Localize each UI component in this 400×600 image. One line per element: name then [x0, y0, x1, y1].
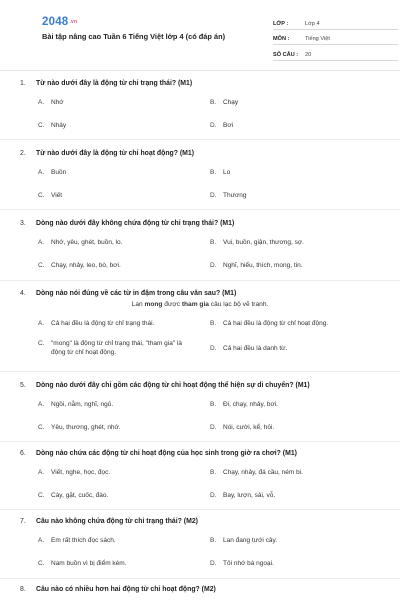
sentence-part: được [162, 301, 182, 308]
bold-word: mong [144, 301, 163, 308]
option-letter: B. [210, 320, 217, 327]
option-text: Ngồi, nằm, nghĩ, ngủ. [51, 401, 114, 408]
meta-label: LỚP : [273, 20, 289, 27]
option-letter: C. [38, 262, 45, 269]
option-letter: B. [210, 239, 217, 246]
question-number: 2. [20, 150, 26, 157]
option-text: Tôi nhớ bà ngoại. [223, 560, 274, 567]
question-divider [0, 371, 400, 372]
option-letter: D. [210, 345, 217, 352]
option-letter: A. [38, 537, 45, 544]
option-b[interactable] [210, 319, 370, 328]
option-letter: B. [210, 469, 217, 476]
question-6 [20, 450, 380, 499]
option-c[interactable] [38, 339, 198, 357]
option-text: "mong" là động từ chỉ trạng thái, "tham gia" là động từ chỉ hoạt động. [51, 340, 183, 356]
question-number: 1. [20, 80, 26, 87]
option-b[interactable] [210, 400, 370, 409]
option-a[interactable] [38, 468, 198, 477]
option-letter: D. [210, 192, 217, 199]
option-letter: C. [38, 192, 45, 199]
question-8 [20, 586, 380, 593]
option-letter: A. [38, 401, 45, 408]
meta-row-grade [273, 14, 398, 30]
option-text: Cả hai đều là động từ chỉ trạng thái. [51, 320, 155, 327]
logo-tld: .vn [69, 19, 78, 25]
question-divider [0, 441, 400, 442]
option-b[interactable] [210, 98, 370, 107]
question-divider [0, 280, 400, 281]
option-text: Yêu, thương, ghét, nhớ. [51, 424, 121, 431]
option-c[interactable] [38, 261, 198, 270]
option-d[interactable] [210, 559, 370, 568]
header-divider [0, 70, 400, 71]
option-text: Viết [51, 192, 63, 199]
question-1 [20, 80, 380, 129]
sentence-part: Lan [131, 301, 145, 308]
option-text: Buồn [51, 169, 67, 176]
option-text: Chạy [223, 99, 239, 106]
option-text: Đi, chạy, nhảy, bơi. [223, 401, 278, 408]
option-text: Em rất thích đọc sách. [51, 537, 116, 544]
meta-label: MÔN : [273, 36, 290, 42]
logo-main: 2048 [42, 16, 69, 28]
worksheet-header [20, 0, 380, 70]
option-letter: B. [210, 401, 217, 408]
option-a[interactable] [38, 98, 198, 107]
option-text: Cả hai đều là danh từ. [223, 345, 288, 352]
option-text: Bay, lượn, sải, vỗ. [223, 492, 276, 499]
option-text: Nói, cười, kể, hỏi. [223, 424, 275, 431]
option-text: Vui, buồn, giận, thương, sợ. [223, 239, 304, 246]
option-text: Thương [223, 192, 247, 199]
question-text: Dòng nào chứa các động từ chỉ hoạt động của học sinh trong giờ ra chơi? (M1) [36, 450, 297, 457]
option-a[interactable] [38, 319, 198, 328]
question-text: Từ nào dưới đây là động từ chỉ hoạt động? (M1) [36, 150, 195, 157]
option-text: Nhớ [51, 99, 64, 106]
option-a[interactable] [38, 238, 198, 247]
option-text: Lo [223, 169, 231, 176]
option-letter: A. [38, 239, 45, 246]
option-b[interactable] [210, 168, 370, 177]
option-c[interactable] [38, 491, 198, 500]
option-letter: A. [38, 469, 45, 476]
option-text: Cày, gặt, cuốc, đào. [51, 492, 109, 499]
option-text: Nhớ, yêu, ghét, buồn, lo. [51, 239, 123, 246]
meta-value: Tiếng Việt [305, 36, 330, 42]
question-text: Câu nào không chứa động từ chỉ trạng thái? (M2) [36, 518, 198, 525]
question-text: Từ nào dưới đây là động từ chỉ trạng thái? (M1) [36, 80, 193, 87]
option-d[interactable] [210, 344, 370, 353]
option-letter: C. [38, 560, 45, 567]
option-d[interactable] [210, 491, 370, 500]
option-text: Lan đang tưới cây. [223, 537, 278, 544]
sentence-part: câu lạc bộ vẽ tranh. [208, 301, 269, 308]
option-letter: B. [210, 169, 217, 176]
option-b[interactable] [210, 468, 370, 477]
option-letter: C. [38, 424, 45, 431]
option-letter: B. [210, 99, 217, 106]
meta-label: SỐ CÂU : [273, 51, 299, 58]
question-2 [20, 150, 380, 199]
meta-value: 20 [305, 51, 312, 58]
question-number: 8. [20, 586, 26, 593]
option-text: Nam buồn vì bị điểm kém. [51, 560, 127, 567]
option-c[interactable] [38, 191, 198, 200]
option-a[interactable] [38, 400, 198, 409]
option-text: Chạy, nhảy, đá cầu, ném bi. [223, 469, 303, 476]
question-divider [0, 509, 400, 510]
question-number: 5. [20, 382, 26, 389]
option-letter: C. [38, 122, 45, 129]
question-text: Dòng nào nói đúng về các từ in đậm trong câu văn sau? (M1) [36, 290, 237, 297]
option-letter: A. [38, 169, 45, 176]
option-c[interactable] [38, 559, 198, 568]
option-d[interactable] [210, 261, 370, 270]
option-d[interactable] [210, 423, 370, 432]
site-logo[interactable] [42, 16, 77, 28]
question-number: 7. [20, 518, 26, 525]
question-number: 6. [20, 450, 26, 457]
option-text: Chạy, nhảy, leo, bò, bơi. [51, 262, 121, 269]
option-d[interactable] [210, 191, 370, 200]
option-letter: D. [210, 560, 217, 567]
option-letter: D. [210, 122, 217, 129]
question-3 [20, 220, 380, 269]
option-letter: C. [38, 492, 45, 499]
option-a[interactable] [38, 536, 198, 545]
example-sentence [20, 301, 380, 308]
option-b[interactable] [210, 238, 370, 247]
question-text: Câu nào có nhiều hơn hai động từ chỉ hoạt động? (M2) [36, 586, 216, 593]
bold-word: tham gia [181, 301, 209, 308]
question-text: Dòng nào dưới đây không chứa động từ chỉ trạng thái? (M1) [36, 220, 235, 227]
question-number: 4. [20, 290, 26, 297]
option-letter: D. [210, 492, 217, 499]
option-text: Nghĩ, hiểu, thích, mong, tin. [223, 262, 303, 269]
option-letter: B. [210, 537, 217, 544]
option-letter: D. [210, 424, 217, 431]
option-letter: D. [210, 262, 217, 269]
option-letter: A. [38, 320, 45, 327]
question-divider [0, 578, 400, 579]
option-b[interactable] [210, 536, 370, 545]
worksheet-title: Bài tập nâng cao Tuần 6 Tiếng Việt lớp 4 (có đáp án) [42, 32, 226, 41]
meta-row-subject [273, 30, 398, 46]
question-text: Dòng nào dưới đây chỉ gồm các động từ chỉ hoạt động thể hiện sự di chuyển? (M1) [36, 382, 310, 389]
question-7 [20, 518, 380, 567]
question-number: 3. [20, 220, 26, 227]
option-text: Nhảy [51, 122, 67, 129]
option-letter: C. [38, 340, 45, 347]
question-5 [20, 382, 380, 431]
option-text: Viết, nghe, học, đọc. [51, 469, 111, 476]
question-divider [0, 139, 400, 140]
option-a[interactable] [38, 168, 198, 177]
question-divider [0, 209, 400, 210]
option-c[interactable] [38, 121, 198, 130]
option-d[interactable] [210, 121, 370, 130]
meta-value: Lớp 4 [305, 20, 320, 27]
option-text: Cả hai đều là động từ chỉ hoạt động. [223, 320, 329, 327]
question-4 [20, 290, 380, 356]
meta-row-count [273, 45, 398, 61]
option-letter: A. [38, 99, 45, 106]
option-c[interactable] [38, 423, 198, 432]
option-text: Bơi [223, 122, 234, 129]
worksheet-meta [273, 14, 398, 61]
